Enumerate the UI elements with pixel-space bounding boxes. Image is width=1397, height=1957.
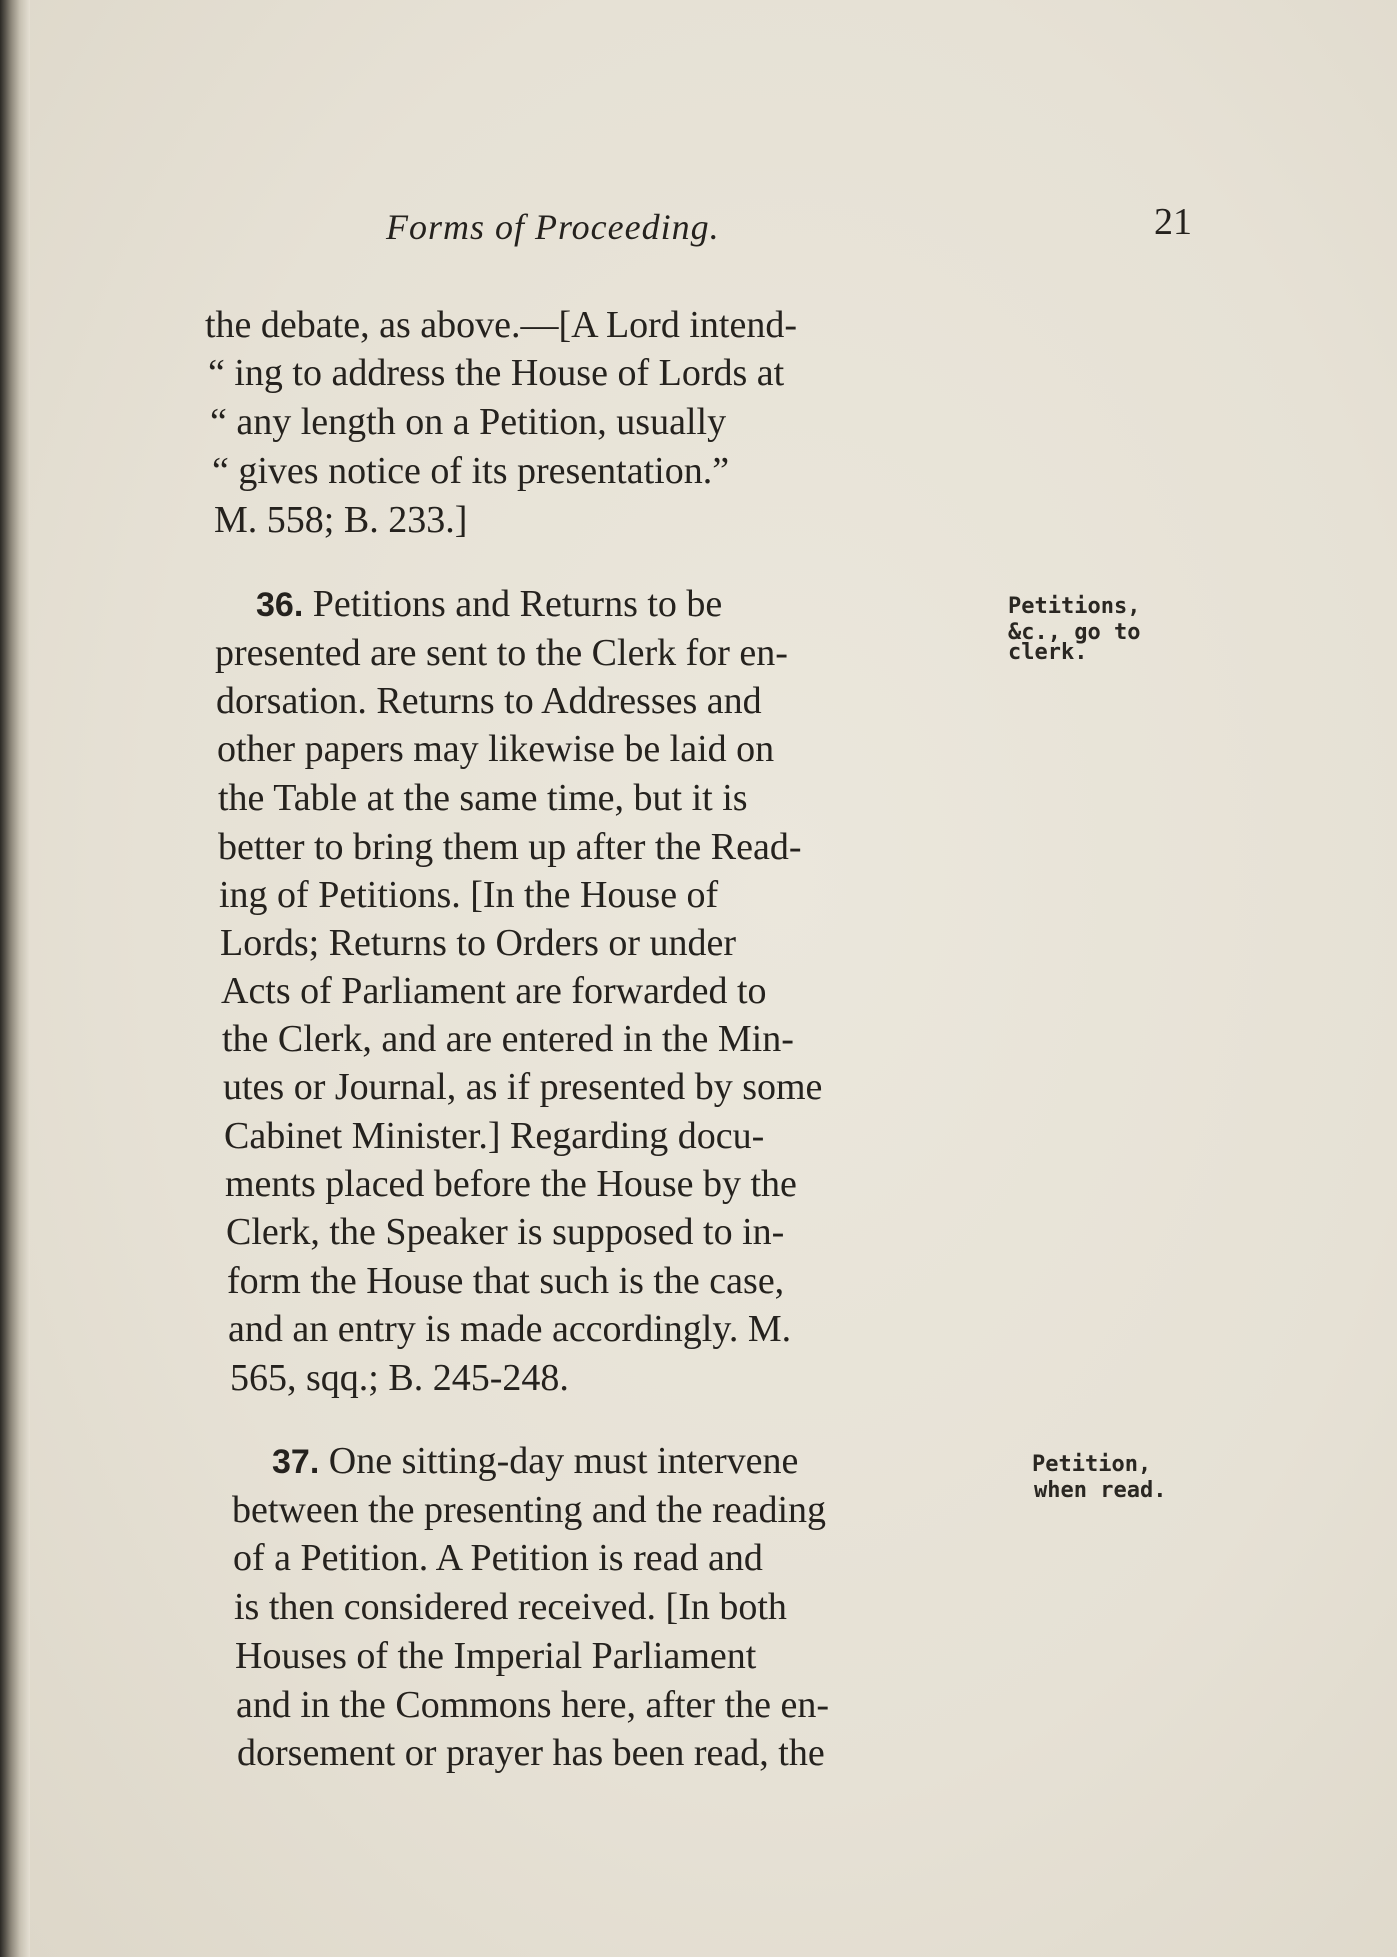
body-line: is then considered received. [In both [234, 1586, 787, 1628]
body-line: of a Petition. A Petition is read and [233, 1537, 763, 1579]
body-line: utes or Journal, as if presented by some [223, 1066, 823, 1108]
section-first-line: One sitting-day must intervene [328, 1440, 799, 1482]
body-line: and in the Commons here, after the en- [236, 1684, 830, 1726]
body-line: the Table at the same time, but it is [218, 777, 748, 819]
margin-note-36 [1008, 594, 1140, 666]
section-number: 37. [272, 1443, 320, 1481]
body-line: better to bring them up after the Read- [218, 826, 802, 868]
body-line: other papers may likewise be laid on [217, 728, 775, 770]
margin-note-line: &c., go to [1008, 620, 1141, 645]
margin-note-line: Petition, [1032, 1452, 1152, 1477]
body-line: Cabinet Minister.] Regarding docu- [224, 1115, 765, 1157]
body-line: between the presenting and the reading [232, 1489, 827, 1531]
margin-note-line: Petitions, [1008, 594, 1141, 619]
section-number: 36. [256, 586, 304, 624]
margin-note-37 [1032, 1452, 1166, 1504]
page-number: 21 [1154, 201, 1192, 243]
body-line: the debate, as above.—[A Lord intend- [205, 304, 797, 346]
margin-note-line: clerk. [1008, 640, 1088, 665]
section-first-line: Petitions and Returns to be [312, 583, 723, 625]
body-line: the Clerk, and are entered in the Min- [222, 1018, 794, 1060]
body-line: form the House that such is the case, [227, 1260, 785, 1302]
margin-note-line: when read. [1034, 1478, 1167, 1503]
body-line [256, 585, 722, 623]
body-line: “ ing to address the House of Lords at [208, 352, 785, 394]
body-line: 565, sqq.; B. 245-248. [230, 1357, 569, 1399]
body-line: and an entry is made accordingly. M. [228, 1308, 792, 1350]
book-spine-shadow [0, 0, 30, 1957]
body-line: dorsation. Returns to Addresses and [216, 680, 762, 722]
body-line: Clerk, the Speaker is supposed to in- [226, 1211, 785, 1253]
body-line: presented are sent to the Clerk for en- [215, 632, 788, 674]
body-line: “ any length on a Petition, usually [210, 401, 727, 443]
body-line: ing of Petitions. [In the House of [219, 874, 719, 916]
body-line: “ gives notice of its presentation.” [212, 450, 730, 492]
body-line: M. 558; B. 233.] [214, 499, 468, 541]
body-line [272, 1442, 798, 1480]
running-title: Forms of Proceeding. [386, 207, 720, 247]
body-line: Houses of the Imperial Parliament [235, 1635, 757, 1677]
body-line: Lords; Returns to Orders or under [220, 922, 737, 964]
body-line: ments placed before the House by the [225, 1163, 797, 1205]
body-line: Acts of Parliament are forwarded to [221, 970, 767, 1012]
body-line: dorsement or prayer has been read, the [237, 1732, 825, 1774]
